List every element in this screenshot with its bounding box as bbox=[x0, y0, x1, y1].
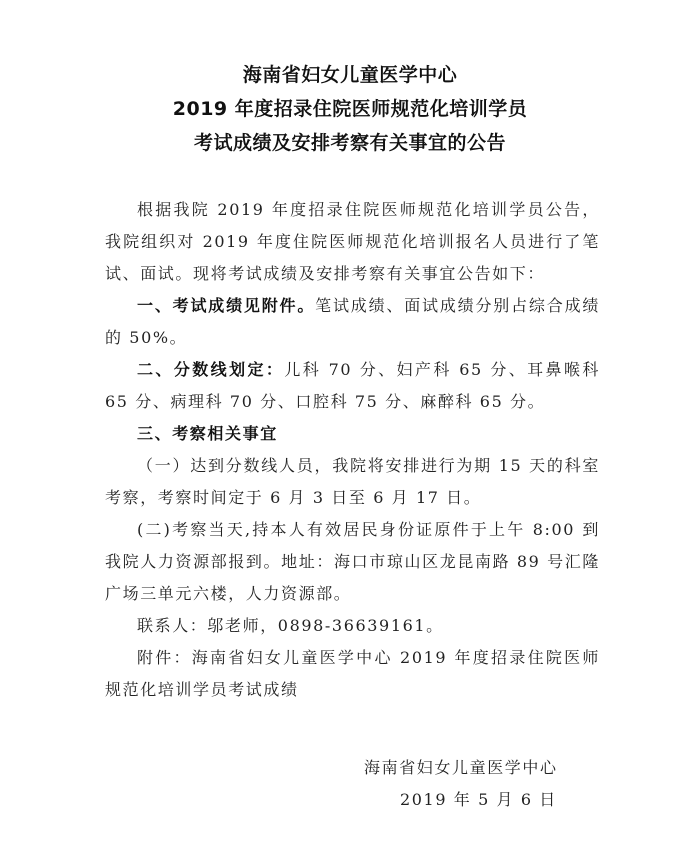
document-body bbox=[105, 194, 600, 706]
contact-info: 联系人：邬老师，0898-36639161。 bbox=[137, 616, 444, 635]
section-cutoff-scores bbox=[105, 354, 600, 418]
document-title bbox=[0, 58, 700, 160]
title-line-topic: 考试成绩及安排考察有关事宜的公告 bbox=[193, 132, 506, 154]
inspection-item-1: （一）达到分数线人员，我院将安排进行为期 15 天的科室考察，考察时间定于 6 月 3 日至 6 月 17 日。 bbox=[105, 456, 600, 507]
attachment-note: 附件：海南省妇女儿童医学中心 2019 年度招录住院医师规范化培训学员考试成绩 bbox=[105, 648, 600, 699]
section-cutoff-scores-text: 儿科 70 分、妇产科 65 分、耳鼻喉科 65 分、病理科 70 分、口腔科 75 分、麻醉科 65 分。 bbox=[105, 360, 600, 411]
section-inspection-heading-para bbox=[105, 418, 600, 450]
signature-organization: 海南省妇女儿童医学中心 bbox=[364, 758, 558, 777]
signature-date: 2019 年 5 月 6 日 bbox=[400, 790, 557, 809]
title-line-organization: 海南省妇女儿童医学中心 bbox=[242, 64, 458, 86]
section-inspection-heading: 三、考察相关事宜 bbox=[137, 424, 278, 443]
inspection-item-2: (二)考察当天,持本人有效居民身份证原件于上午 8:00 到我院人力资源部报到。地址：海口市琼山区龙昆南路 89 号汇隆广场三单元六楼，人力资源部。 bbox=[105, 520, 600, 603]
section-exam-results bbox=[105, 290, 600, 354]
signature-block bbox=[364, 752, 584, 816]
section-exam-results-text: 笔试成绩、面试成绩分别占综合成绩的 50%。 bbox=[105, 296, 600, 347]
section-exam-results-heading: 一、考试成绩见附件。 bbox=[137, 296, 316, 315]
section-cutoff-scores-heading: 二、分数线划定： bbox=[137, 360, 285, 379]
intro-paragraph: 根据我院 2019 年度招录住院医师规范化培训学员公告，我院组织对 2019 年度住院医师规范化培训报名人员进行了笔试、面试。现将考试成绩及安排考察有关事宜公告如下： bbox=[105, 200, 600, 283]
title-line-subject: 2019 年度招录住院医师规范化培训学员 bbox=[172, 98, 528, 120]
